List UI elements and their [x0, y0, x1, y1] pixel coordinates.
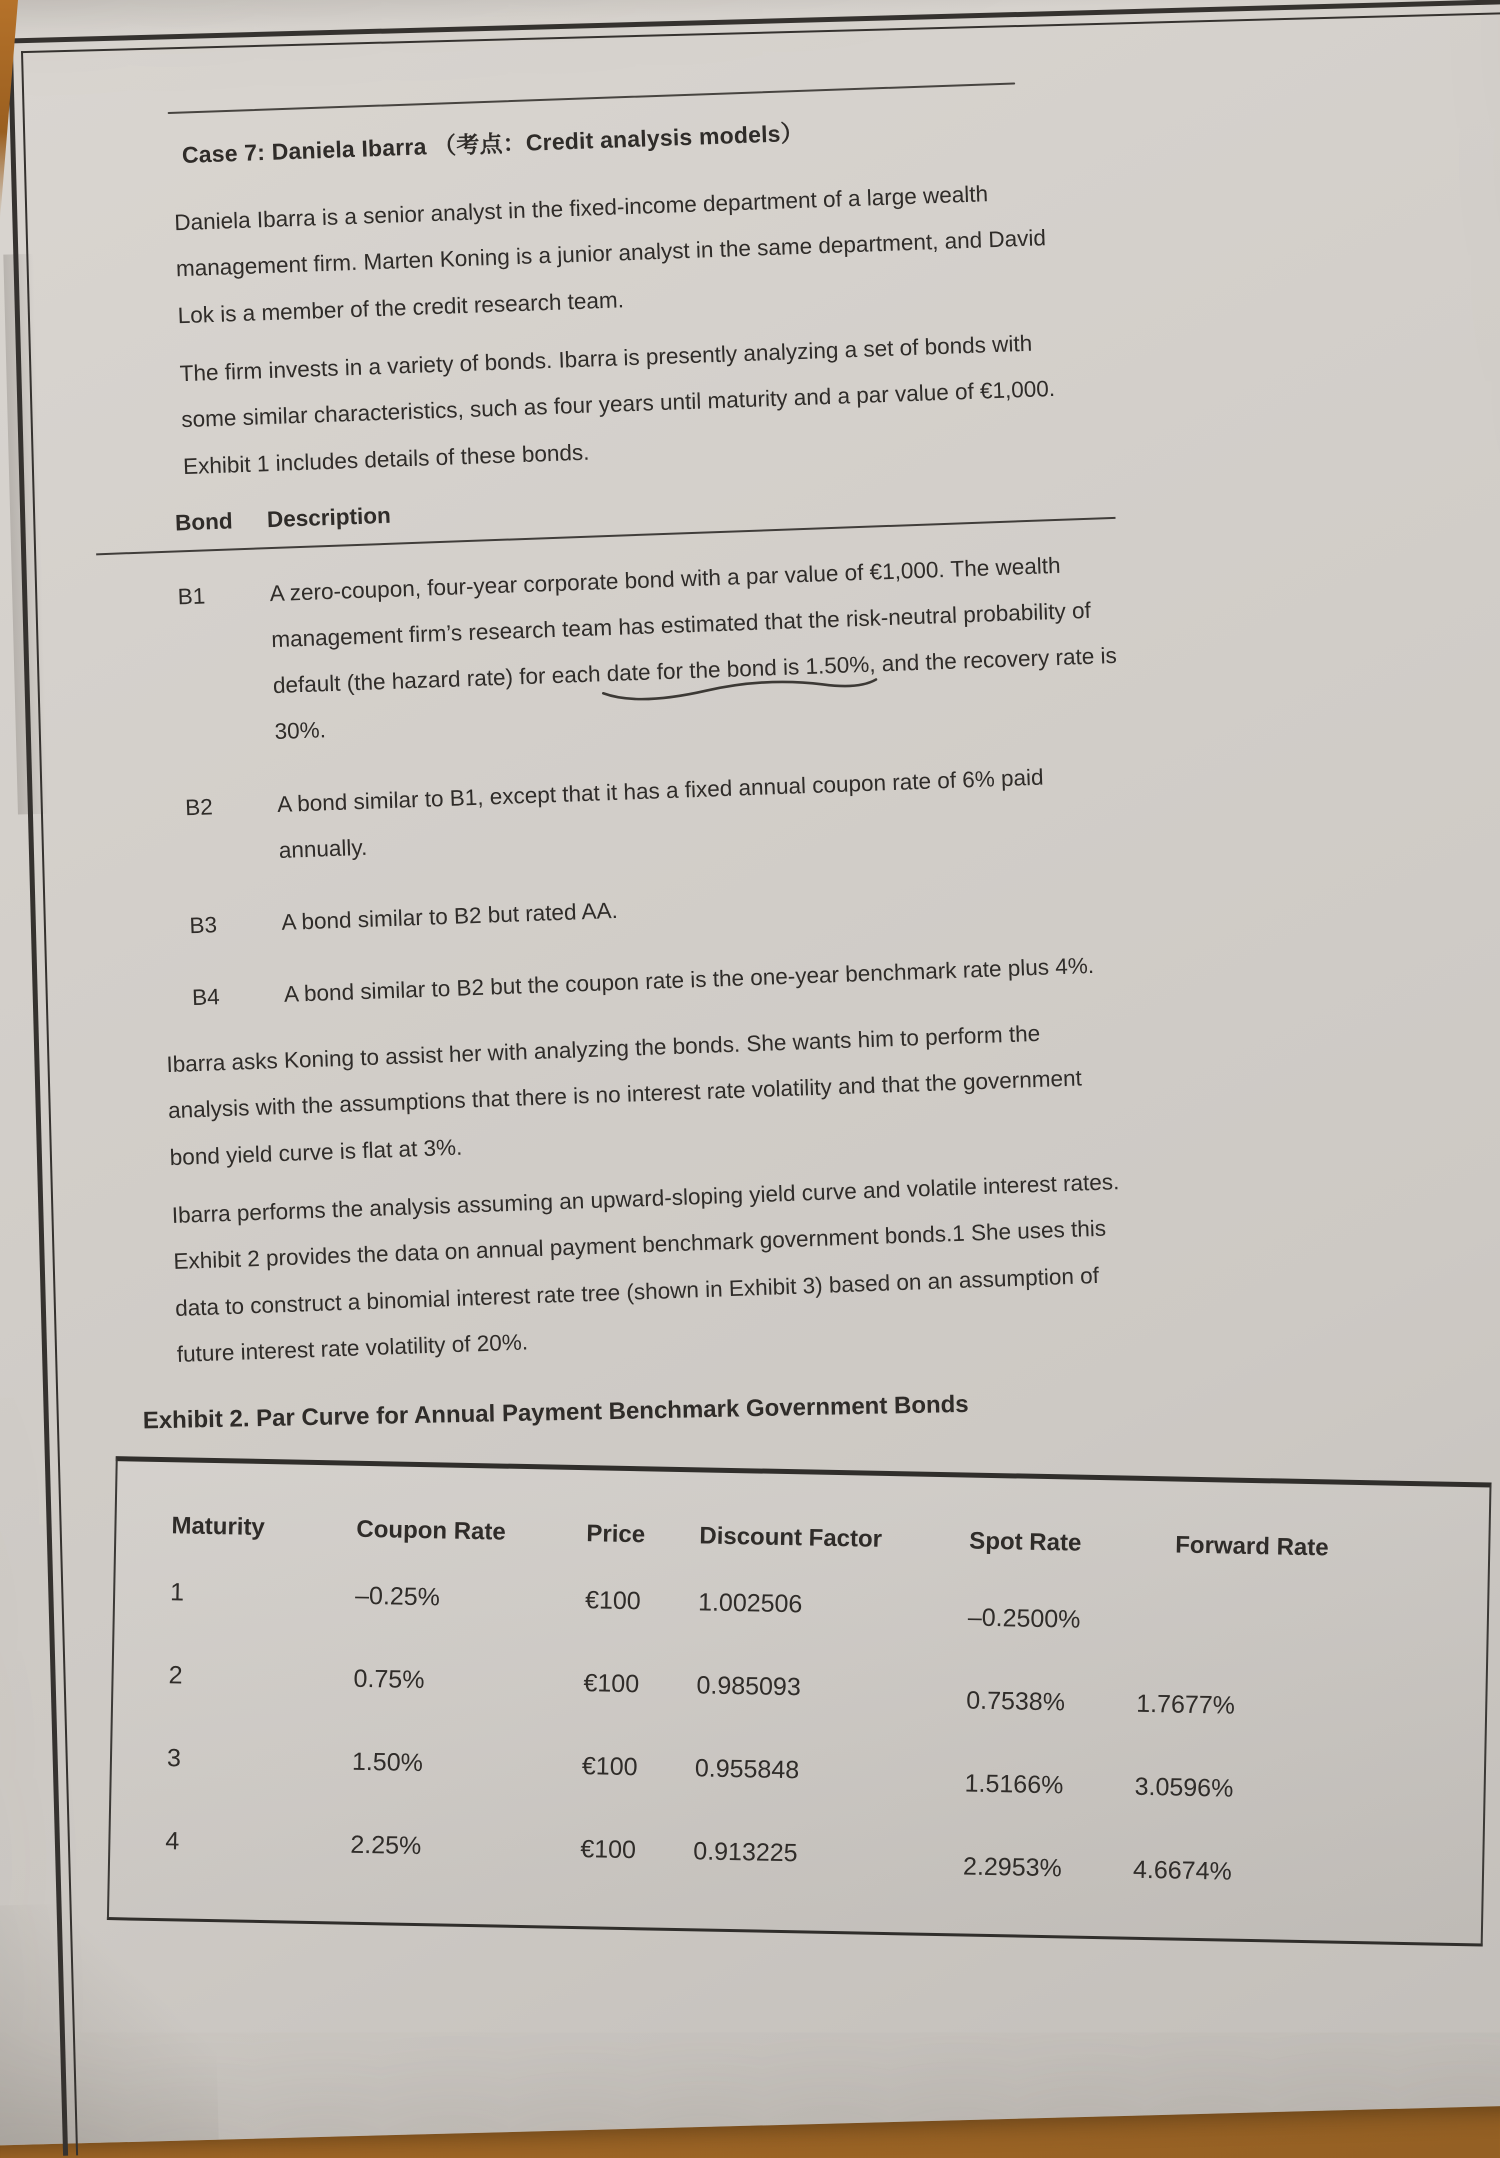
- col-header-coupon-rate: Coupon Rate: [356, 1516, 507, 1547]
- cell-spot-rate: 0.7538%: [966, 1686, 1066, 1717]
- cell-coupon-rate: –0.25%: [354, 1582, 441, 1612]
- bond-description-b1: [269, 541, 1121, 756]
- cell-price: €100: [584, 1586, 642, 1616]
- col-header-price: Price: [586, 1520, 646, 1549]
- cell-maturity: 1: [169, 1578, 185, 1607]
- exhibit1-bond-table: [94, 471, 1132, 1028]
- cell-discount-factor: 0.913225: [693, 1837, 798, 1868]
- cell-forward-rate: 3.0596%: [1134, 1773, 1234, 1804]
- cell-discount-factor: 0.985093: [696, 1671, 802, 1702]
- analysis-paragraph-1: Ibarra asks Koning to assist her with analyzing the bonds. She wants him to perform the analysis with the assumptions that there is no interest rate volatility and that the government bond yield curve is flat at 3%.: [166, 1020, 1083, 1170]
- cell-spot-rate: –0.2500%: [967, 1603, 1081, 1635]
- cell-discount-factor: 0.955848: [694, 1754, 800, 1785]
- cell-price: €100: [583, 1669, 640, 1699]
- b1-desc-underlined-wrap: [606, 652, 876, 687]
- col-header-maturity: Maturity: [171, 1512, 266, 1542]
- cell-forward-rate: [1138, 1597, 1487, 1633]
- bond-label-b3: B3: [189, 912, 218, 939]
- bond-label-b1: B1: [177, 583, 206, 610]
- analysis-paragraph-2: Ibarra performs the analysis assuming an upward-sloping yield curve and volatile interest rates. Exhibit 2 provides the data on annual payment benchmark government bonds.1 She uses this data to construct a binomial interest rate tree (shown in Exhibit 3) based on an assumption of future interest rate volatility of 20%.: [171, 1169, 1120, 1368]
- case-title: Case 7: Daniela Ibarra （考点：Credit analysis models）: [181, 119, 805, 168]
- intro-paragraph-1: Daniela Ibarra is a senior analyst in the fixed-income department of a large wealth management firm. Marten Koning is a junior analyst in the same department, and David Lok is a member of the credit research team.: [173, 181, 1047, 328]
- cell-maturity: 2: [168, 1661, 183, 1690]
- cell-coupon-rate: 0.75%: [353, 1665, 425, 1695]
- b1-desc-post: and the recovery rate is 30%.: [274, 643, 1118, 745]
- bond-description-b4: A bond similar to B2 but the coupon rate is the one-year benchmark rate plus 4%.: [283, 952, 1095, 1007]
- cell-spot-rate: 1.5166%: [964, 1769, 1064, 1800]
- bond-label-b4: B4: [191, 984, 221, 1011]
- exhibit2-par-curve-table: [107, 1457, 1492, 1947]
- cell-price: €100: [580, 1835, 637, 1865]
- upper-text-block: [81, 91, 1500, 1380]
- page-content: [81, 104, 1500, 1920]
- cell-price: €100: [581, 1752, 638, 1782]
- b1-desc-underlined: date for the bond is 1.50%,: [606, 651, 876, 687]
- exhibit1-header-description: Description: [266, 502, 392, 533]
- cell-spot-rate: 2.2953%: [962, 1852, 1063, 1883]
- cell-coupon-rate: 2.25%: [350, 1831, 422, 1861]
- intro-paragraph-2: The firm invests in a variety of bonds. Ibarra is presently analyzing a set of bonds with some similar characteristics, such as four years until maturity and a par value of €1,000. Exhibit 1 includes details of these bonds.: [179, 330, 1056, 479]
- bond-description-b2: A bond similar to B1, except that it has a fixed annual coupon rate of 6% paid annually.: [276, 764, 1044, 863]
- cell-maturity: 4: [165, 1827, 180, 1856]
- bond-label-b2: B2: [184, 793, 214, 820]
- cell-coupon-rate: 1.50%: [351, 1748, 424, 1778]
- col-header-forward-rate: Forward Rate: [1175, 1531, 1329, 1562]
- cell-forward-rate: 4.6674%: [1132, 1856, 1233, 1887]
- bond-description-b3: A bond similar to B2 but rated AA.: [280, 897, 619, 935]
- cell-discount-factor: 1.002506: [697, 1588, 803, 1619]
- cell-forward-rate: 1.7677%: [1135, 1690, 1236, 1721]
- col-header-discount-factor: Discount Factor: [699, 1522, 883, 1554]
- exhibit1-row-b1: [96, 519, 1123, 766]
- col-header-spot-rate: Spot Rate: [969, 1528, 1082, 1558]
- exhibit1-header-bond: Bond: [174, 508, 233, 536]
- cell-maturity: 3: [166, 1744, 182, 1773]
- exhibit2-title: Exhibit 2. Par Curve for Annual Payment Benchmark Government Bonds: [142, 1391, 969, 1435]
- b1-desc-pre: A zero-coupon, four-year corporate bond with a par value of €1,000. The wealth management firm’s research team has estimated that the risk-neutral probability of default (the hazard rate) for each: [269, 552, 1092, 699]
